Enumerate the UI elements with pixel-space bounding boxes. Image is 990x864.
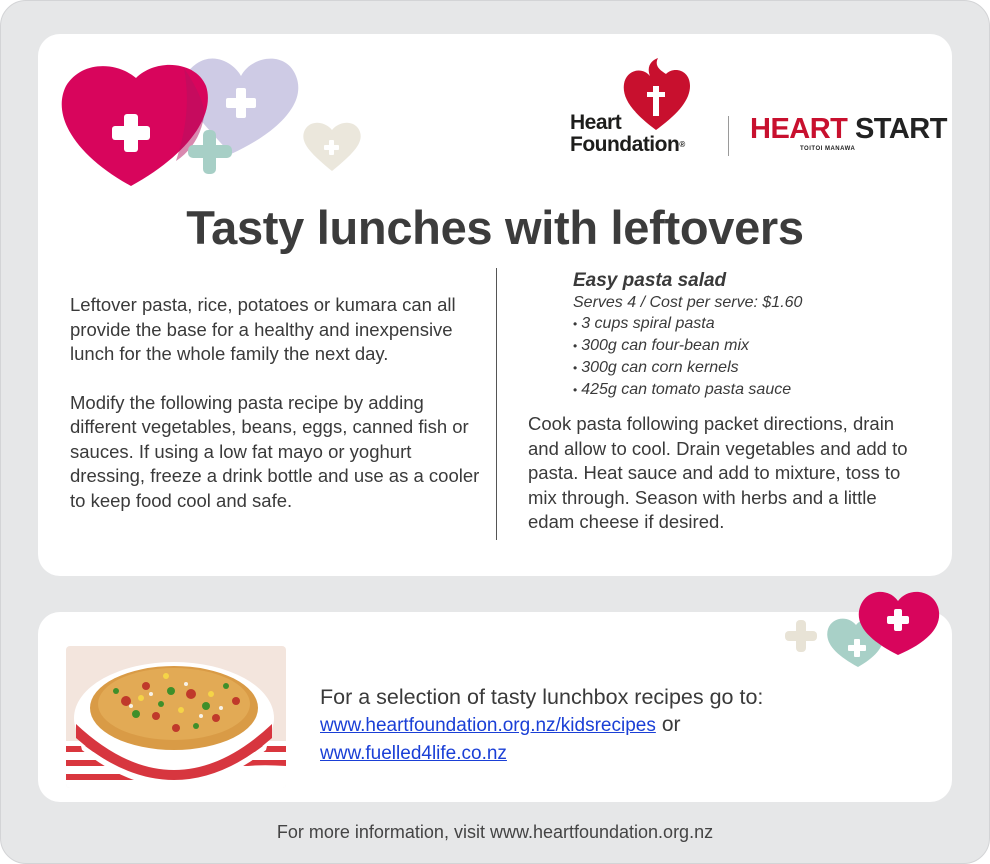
ingredient-item: • 300g can four-bean mix bbox=[573, 337, 750, 354]
heart-foundation-wordmark: Heart Foundation® bbox=[570, 111, 685, 156]
fuelled4life-link[interactable]: www.fuelled4life.co.nz bbox=[320, 743, 507, 764]
recipe-serves: Serves 4 / Cost per serve: $1.60 bbox=[573, 294, 803, 311]
heart-foundation-logo bbox=[570, 58, 710, 163]
page-title: Tasty lunches with leftovers bbox=[186, 201, 804, 254]
ingredient-item: • 425g can tomato pasta sauce bbox=[573, 381, 792, 398]
or-text: or bbox=[661, 713, 681, 736]
promo-heading: For a selection of tasty lunchbox recipes go to: bbox=[320, 685, 764, 709]
ingredient-list bbox=[573, 313, 933, 401]
ingredient-item: • 300g can corn kernels bbox=[573, 359, 739, 376]
recipe-box bbox=[573, 270, 933, 401]
pasta-salad-photo bbox=[66, 646, 286, 788]
kids-recipes-link[interactable]: www.heartfoundation.org.nz/kidsrecipes bbox=[320, 715, 656, 736]
decorative-hearts-bottom bbox=[780, 585, 945, 670]
promo-text bbox=[320, 684, 880, 767]
heart-start-logo: HEART START bbox=[750, 113, 947, 145]
recipe-title: Easy pasta salad bbox=[573, 270, 727, 291]
column-divider bbox=[496, 268, 497, 540]
footer-text: For more information, visit www.heartfoundation.org.nz bbox=[276, 822, 714, 842]
recipe-method: Cook pasta following packet directions, drain and allow to cool. Drain vegetables and add to pasta. Heat sauce and add to mixture, toss to mix through. Season with herbs and a little edam cheese if desired. bbox=[528, 413, 908, 532]
intro-paragraph-2: Modify the following pasta recipe by adding different vegetables, beans, eggs, canned fish or sauces. If using a low fat mayo or yoghurt dressing, freeze a drink bottle and use as a cooler to keep food cool and safe. bbox=[70, 391, 480, 511]
heart-start-subtitle: TOITOI MANAWA bbox=[800, 146, 856, 152]
ingredient-item: • 3 cups spiral pasta bbox=[573, 315, 715, 332]
decorative-hearts bbox=[56, 56, 366, 196]
intro-text bbox=[70, 293, 490, 537]
logo-divider bbox=[728, 116, 729, 156]
intro-paragraph-1: Leftover pasta, rice, potatoes or kumara can all provide the base for a healthy and inexpensive lunch for the whole family the next day. bbox=[70, 294, 456, 364]
